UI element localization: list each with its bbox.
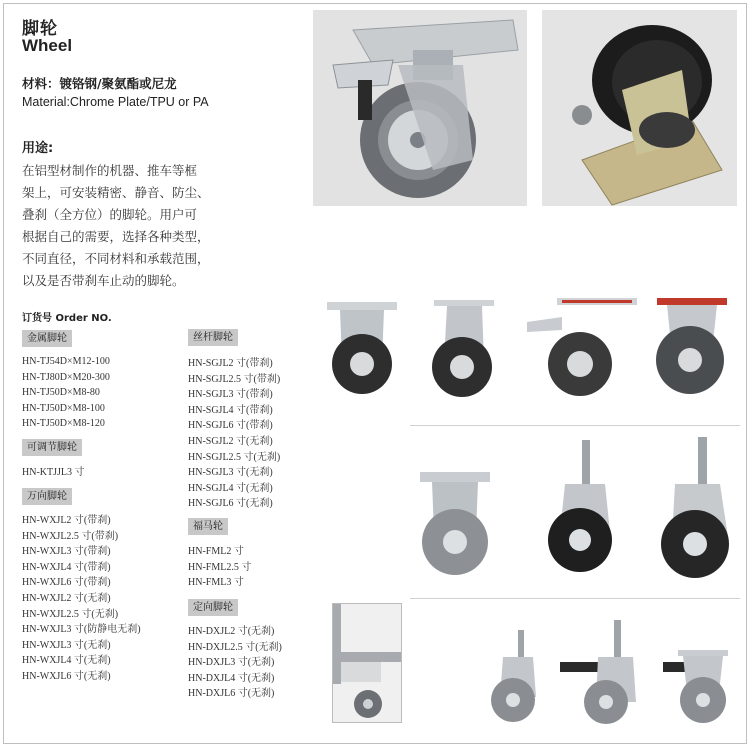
brake-caster-icon <box>527 298 637 396</box>
list-item: HN-DXJL2.5 寸(无刹) <box>188 641 282 653</box>
caster-row-3 <box>478 612 740 727</box>
list-item: HN-WXJL3 寸(带刹) <box>22 546 111 558</box>
list-item: HN-FML2 寸 <box>188 546 244 557</box>
divider-line <box>410 425 740 426</box>
caster-row-1 <box>312 292 742 402</box>
list-item: HN-DXJL3 寸(无刹) <box>188 657 275 669</box>
list-item: HN-WXJL3 寸(防静电无刹) <box>22 624 141 636</box>
usage-heading: 用途: <box>22 141 54 156</box>
category-adjustable: 可调节脚轮 <box>22 439 82 456</box>
caster-photo-black <box>542 10 737 206</box>
category-metal: 金属脚轮 <box>22 330 72 347</box>
list-item: HN-WXJL6 寸(无刹) <box>22 670 111 682</box>
list-item: HN-WXJL2 寸(无刹) <box>22 592 111 604</box>
fixed-caster-icon <box>327 302 397 394</box>
list-item: HN-KTJJL3 寸 <box>22 467 85 478</box>
list-item: HN-SGJL2 寸(无刹) <box>188 435 273 447</box>
list-item: HN-SGJL4 寸(无刹) <box>188 482 273 494</box>
list-metal <box>22 354 110 432</box>
list-item: HN-SGJL3 寸(无刹) <box>188 467 273 479</box>
caster-photo-brake <box>313 10 527 206</box>
list-item: HN-SGJL6 寸(带刹) <box>188 420 273 432</box>
threaded-stem-caster-icon <box>548 440 612 572</box>
list-item: HN-WXJL4 寸(无刹) <box>22 655 111 667</box>
list-adjustable <box>22 465 85 481</box>
list-fuma <box>188 544 251 591</box>
list-item: HN-SGJL3 寸(带刹) <box>188 389 273 401</box>
screw-brake-caster-icon <box>661 437 729 578</box>
list-item: HN-WXJL2 寸(带刹) <box>22 515 111 526</box>
list-item: HN-SGJL2.5 寸(带刹) <box>188 373 281 385</box>
aluminum-frame-photo <box>332 603 402 723</box>
list-item: HN-SGJL4 寸(带刹) <box>188 404 273 416</box>
list-screw <box>188 356 280 512</box>
list-item: HN-WXJL6 寸(带刹) <box>22 577 111 589</box>
list-item: HN-SGJL2 寸(带刹) <box>188 358 273 369</box>
category-fixed: 定向脚轮 <box>188 599 238 616</box>
material-english: Material:Chrome Plate/TPU or PA <box>22 95 209 109</box>
list-item: HN-TJ54D×M12-100 <box>22 356 110 367</box>
usage-text: 在铝型材制作的机器、推车等框 架上，可安装精密、静音、防尘、 叠刹（全方位）的脚轮。用户可 根据自己的需要，选择各种类型， 不同直径，不同材料和承载范围， 以及是否带刹车止动的脚轮。 <box>22 163 210 288</box>
swivel-caster-icon <box>432 300 494 397</box>
order-heading: 订货号 Order NO. <box>22 313 112 324</box>
list-universal <box>22 513 141 685</box>
list-item: HN-SGJL6 寸(无刹) <box>188 498 273 510</box>
category-universal: 万向脚轮 <box>22 488 72 505</box>
list-item: HN-TJ50D×M8-120 <box>22 418 105 430</box>
small-plate-brake-caster-icon <box>663 650 728 723</box>
red-plate-caster-icon <box>656 298 727 394</box>
list-item: HN-TJ50D×M8-80 <box>22 387 100 399</box>
list-item: HN-WXJL2.5 寸(无刹) <box>22 608 119 620</box>
caster-row-2 <box>410 432 742 582</box>
list-item: HN-FML3 寸 <box>188 577 244 589</box>
title-english: Wheel <box>22 36 73 55</box>
small-brake-caster-icon <box>560 620 636 724</box>
list-item: HN-WXJL4 寸(带刹) <box>22 561 111 573</box>
list-item: HN-TJ50D×M8-100 <box>22 402 105 414</box>
list-item: HN-SGJL2.5 寸(无刹) <box>188 451 281 463</box>
small-stem-caster-icon <box>491 630 536 722</box>
list-item: HN-TJ80D×M20-300 <box>22 371 110 383</box>
fixed-gray-caster-icon <box>420 472 490 575</box>
list-item: HN-WXJL3 寸(无刹) <box>22 639 111 651</box>
title-chinese: 脚轮 <box>22 19 58 39</box>
list-item: HN-DXJL4 寸(无刹) <box>188 672 275 684</box>
list-item: HN-DXJL6 寸(无刹) <box>188 688 275 700</box>
list-fixed <box>188 624 282 702</box>
list-item: HN-WXJL2.5 寸(带刹) <box>22 530 119 542</box>
category-screw: 丝杆脚轮 <box>188 329 238 346</box>
divider-line <box>410 598 740 599</box>
category-fuma: 福马轮 <box>188 518 228 535</box>
list-item: HN-FML2.5 寸 <box>188 561 252 573</box>
list-item: HN-DXJL2 寸(无刹) <box>188 626 275 637</box>
material-chinese: 材料：镀铬钢/聚氨酯或尼龙 <box>22 76 177 91</box>
